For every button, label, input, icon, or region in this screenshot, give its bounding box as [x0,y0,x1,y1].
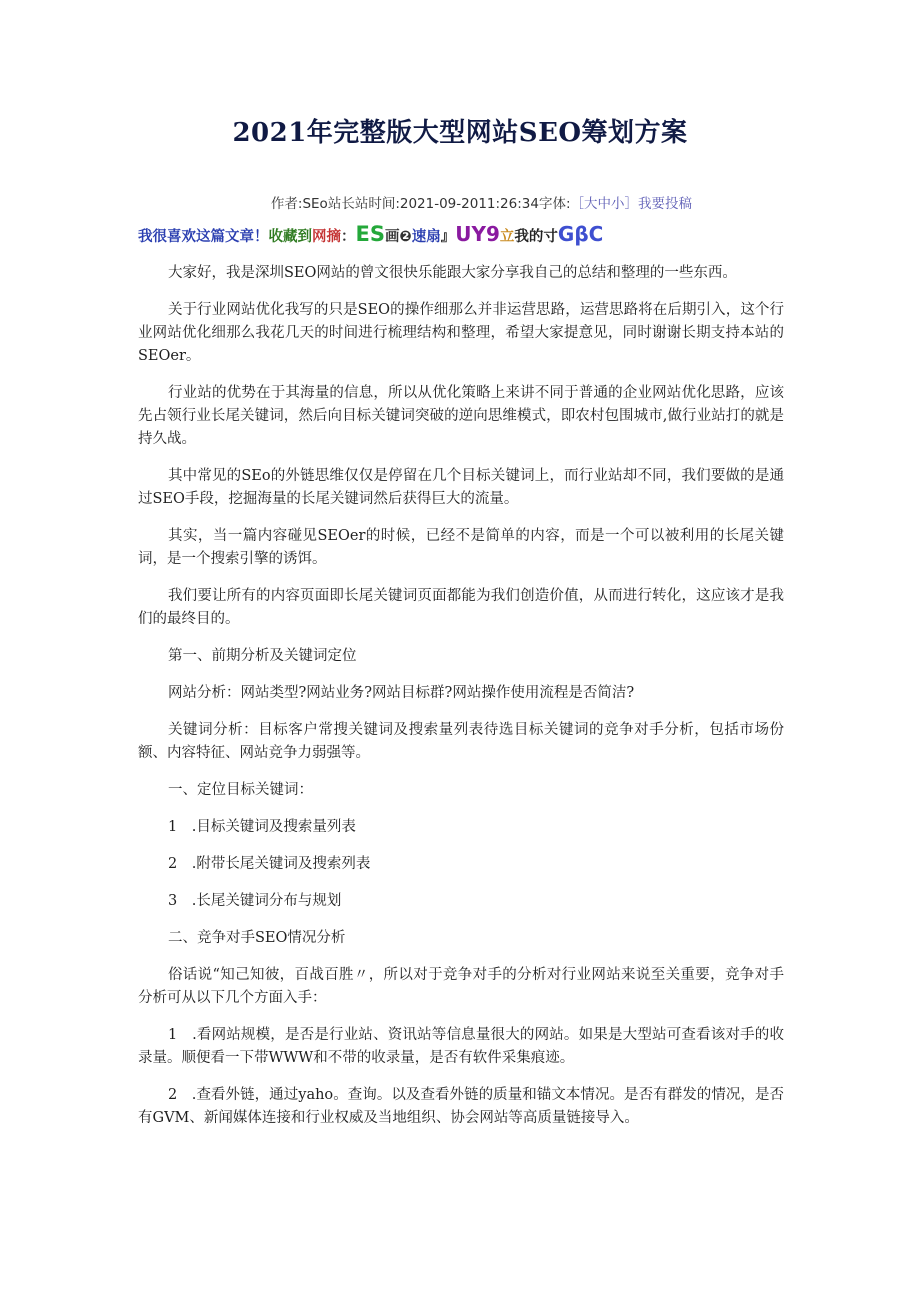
paragraph: 行业站的优势在于其海量的信息，所以从优化策略上来讲不同于普通的企业网站优化思路，应该先占领行业长尾关键词，然后向目标关键词突破的逆向思维模式，即农村包围城市,做行业站打的就是持久战。 [138,385,784,447]
list-item: 2 .附带长尾关键词及搜索列表 [168,856,371,872]
bookmark-site-link[interactable]: 网摘 [312,229,341,245]
list-item: 1 .看网站规模，是否是行业站、资讯站等信息量很大的网站。如果是大型站可查看该对手的收录量。顺便看一下带WWW和不带的收录量，是否有软件采集痕迹。 [138,1027,784,1066]
share-es-link[interactable]: ES [355,222,385,246]
article-body [138,262,784,1144]
article-meta [140,192,692,212]
list-item: 1 .目标关键词及搜索量列表 [168,819,356,835]
paragraph: 大家好，我是深圳SEO网站的曾文很快乐能跟大家分享我自己的总结和整理的一些东西。 [168,265,737,281]
paragraph: 我们要让所有的内容页面即长尾关键词页面都能为我们创造价值，从而进行转化，这应该才是我们的最终目的。 [138,588,784,627]
share-quick-link[interactable]: 速扇 [411,229,441,245]
share-uy9-link[interactable]: UY9 [455,222,500,246]
author-time-font-label: 作者:SEo站长站时间:2021-09-2011:26:34字体: [270,196,571,212]
list-item: 2 .查看外链，通过yaho。查询。以及查看外链的质量和锚文本情况。是否有群发的情况，是否有GVM、新闻媒体连接和行业权威及当地组织、协会网站等高质量链接导入。 [138,1087,784,1126]
bookmark-label: 收藏到 [268,229,312,245]
contribute-link[interactable]: 我要投稿 [638,196,692,212]
share-mine-link[interactable]: 我的寸 [514,229,558,245]
paragraph: 关键词分析：目标客户常搜关键词及搜索量列表待选目标关键词的竞争对手分析，包括市场份额、内容特征、网站竞争力弱强等。 [138,722,784,761]
paragraph: 俗话说“知己知彼，百战百胜〃，所以对于竞争对手的分析对行业网站来说至关重要，竞争对手分析可从以下几个方面入手： [138,967,784,1006]
share-colon: ： [341,229,356,245]
paragraph: 关于行业网站优化我写的只是SEO的操作细那么并非运营思路，运营思路将在后期引入，这个行业网站优化细那么我花几天的时间进行梳理结构和整理，希望大家提意见，同时谢谢长期支持本站的SEOer。 [138,302,784,364]
share-close: 』 [440,229,456,245]
list-item: 3 .长尾关键词分布与规划 [168,893,342,909]
paragraph: 其中常见的SEo的外链思维仅仅是停留在几个目标关键词上，而行业站却不同，我们要做的是通过SEO手段，挖掘海量的长尾关键词然后获得巨大的流量。 [138,468,784,507]
font-size-links[interactable]: ［大中小］ [570,196,638,212]
share-mid-link[interactable]: 画❷ [384,229,412,245]
share-gbc-link[interactable]: GβC [557,222,604,246]
share-li-link[interactable]: 立 [499,229,515,245]
paragraph: 其实，当一篇内容碰见SEOer的时候，已经不是简单的内容，而是一个可以被利用的长尾关键词，是一个搜索引擎的诱饵。 [138,528,784,567]
page-title: 2021年完整版大型网站SEO筹划方案 [232,118,688,148]
paragraph: 网站分析：网站类型?网站业务?网站目标群?网站操作使用流程是否简洁? [168,685,635,701]
section-heading: 一、定位目标关键词： [168,782,313,798]
section-heading: 二、竞争对手SEO情况分析 [168,930,346,946]
section-heading: 第一、前期分析及关键词定位 [168,648,357,664]
like-article-link[interactable]: 我很喜欢这篇文章！ [138,229,269,245]
share-bar [138,222,603,246]
